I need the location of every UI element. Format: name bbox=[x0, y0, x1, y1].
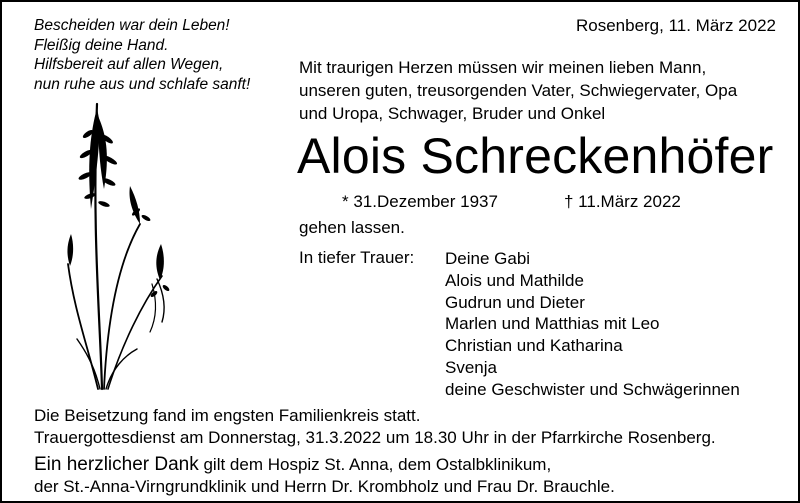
farewell-text: gehen lassen. bbox=[299, 218, 405, 237]
poem-line: nun ruhe aus und schlafe sanft! bbox=[34, 75, 251, 93]
mourner-name: Deine Gabi bbox=[445, 249, 531, 268]
funeral-info bbox=[34, 405, 716, 448]
thanks-text bbox=[34, 454, 615, 497]
deceased-name: Alois Schreckenhöfer bbox=[297, 128, 774, 184]
mourner-name: deine Geschwister und Schwägerinnen bbox=[445, 379, 740, 399]
poem-line: Fleißig deine Hand. bbox=[34, 36, 169, 54]
grass-plant-icon bbox=[62, 94, 182, 394]
mourner-name: Christian und Katharina bbox=[445, 336, 623, 356]
thanks-line bbox=[34, 454, 615, 476]
mourner-name: Svenja bbox=[445, 357, 497, 377]
funeral-line: Die Beisetzung fand im engsten Familienkreis statt. bbox=[34, 406, 421, 425]
mourning-label: In tiefer Trauer: bbox=[299, 248, 415, 267]
funeral-line: Trauergottesdienst am Donnerstag, 31.3.2022 um 18.30 Uhr in der Pfarrkirche Rosenberg. bbox=[34, 427, 716, 447]
intro-line: unseren guten, treusorgenden Vater, Schwiegervater, Opa bbox=[299, 81, 738, 100]
intro-line: Mit traurigen Herzen müssen wir meinen lieben Mann, bbox=[299, 58, 707, 77]
thanks-heading: Ein herzlicher Dank bbox=[34, 454, 199, 475]
poem bbox=[34, 16, 250, 94]
poem-line: Hilfsbereit auf allen Wegen, bbox=[34, 56, 224, 73]
intro-line: und Uropa, Schwager, Bruder und Onkel bbox=[299, 104, 606, 123]
mourner-name: Marlen und Matthias mit Leo bbox=[445, 314, 660, 334]
mourner-name: Gudrun und Dieter bbox=[445, 292, 585, 312]
death-date: † 11.März 2022 bbox=[564, 192, 681, 211]
birth-date: * 31.Dezember 1937 bbox=[342, 192, 498, 211]
mourner-name: Alois und Mathilde bbox=[445, 270, 584, 290]
poem-line: Bescheiden war dein Leben! bbox=[34, 17, 230, 34]
place-date: Rosenberg, 11. März 2022 bbox=[575, 16, 776, 35]
thanks-line-rest: gilt dem Hospiz St. Anna, dem Ostalbklinikum, bbox=[198, 455, 552, 474]
mourners-list bbox=[445, 248, 740, 401]
thanks-line: der St.-Anna-Virngrundklinik und Herrn Dr. Krombholz und Frau Dr. Brauchle. bbox=[34, 476, 615, 496]
intro-text bbox=[299, 56, 737, 125]
